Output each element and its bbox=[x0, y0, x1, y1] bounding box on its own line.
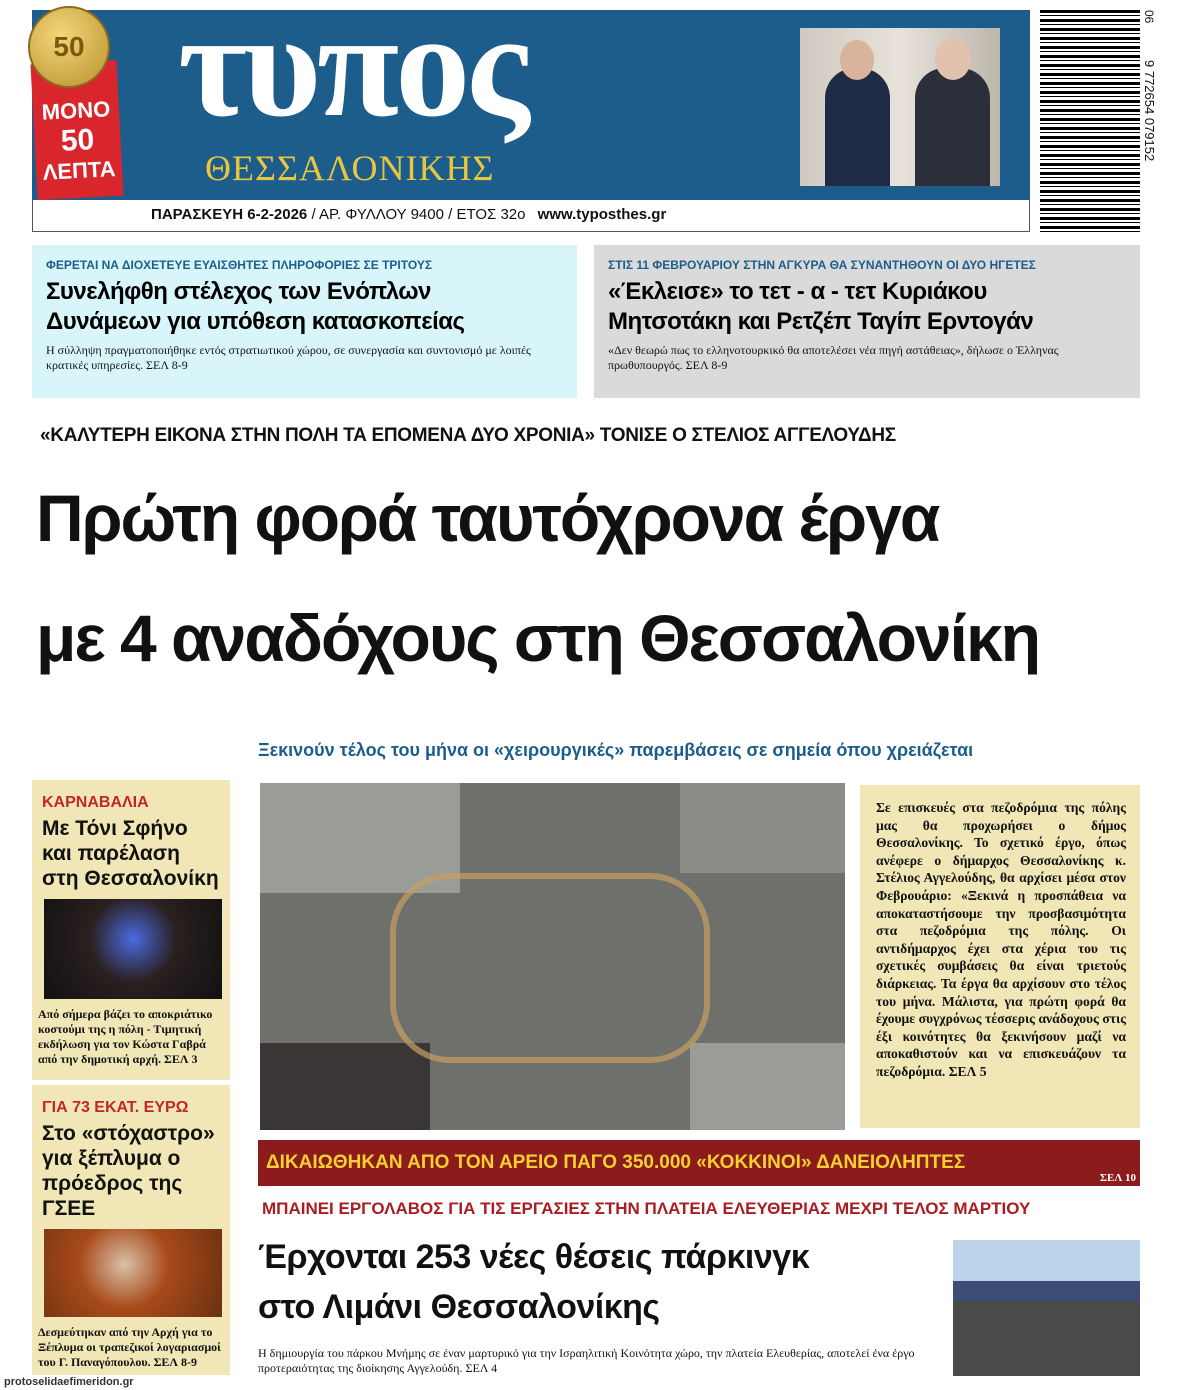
bottom-headline[interactable]: στο Λιμάνι Θεσσαλονίκης bbox=[258, 1288, 660, 1326]
story-text: «Δεν θεωρώ πως το ελληνοτουρκικό θα αποτελέσει νέα πηγή αστάθειας», δήλωσε ο Έλληνας πρωθυπουργός. ΣΕΛ 8-9 bbox=[608, 343, 1059, 372]
issue-date: ΠΑΡΑΣΚΕΥΗ 6-2-2026 bbox=[151, 206, 308, 223]
story-headline: Στο «στόχαστρο» για ξέπλυμα ο πρόεδρος της ΓΣΕΕ bbox=[42, 1122, 215, 1220]
logo-title: τυπος bbox=[178, 0, 526, 148]
bottom-kicker: ΜΠΑΙΝΕΙ ΕΡΓΟΛΑΒΟΣ ΓΙΑ ΤΙΣ ΕΡΓΑΣΙΕΣ ΣΤΗΝ ΠΛΑΤΕΙΑ ΕΛΕΥΘΕΡΙΑΣ ΜΕΧΡΙ ΤΕΛΟΣ ΜΑΡΤΙΟΥ bbox=[262, 1199, 1031, 1218]
banner-headline: ΔΙΚΑΙΩΘΗΚΑΝ ΑΠΟ ΤΟΝ ΑΡΕΙΟ ΠΑΓΟ 350.000 «ΚΟΚΚΙΝΟΙ» ΔΑΝΕΙΟΛΗΠΤΕΣ bbox=[266, 1152, 966, 1173]
main-subhead: Ξεκινούν τέλος του μήνα οι «χειρουργικές» παρεμβάσεις σε σημεία όπου χρειάζεται bbox=[258, 740, 974, 760]
main-headline[interactable]: με 4 αναδόχους στη Θεσσαλονίκη bbox=[36, 601, 1040, 675]
story-text: Δεσμεύτηκαν από την Αρχή για το Ξέπλυμα οι τραπεζικοί λογαριασμοί του Γ. Παναγόπουλου. ΣΕΛ 8-9 bbox=[38, 1325, 221, 1369]
issue-number: / ΑΡ. ΦΥΛΛΟΥ 9400 / ΕΤΟΣ 32ο bbox=[311, 206, 526, 223]
barcode-issue: 06 bbox=[1142, 10, 1156, 24]
watermark: protoselidaefimeridon.gr bbox=[0, 1376, 138, 1389]
bottom-headline[interactable]: Έρχονται 253 νέες θέσεις πάρκινγκ bbox=[258, 1238, 810, 1276]
story-headline: Δυνάμεων για υπόθεση κατασκοπείας bbox=[46, 308, 465, 335]
story-spy-arrest[interactable] bbox=[32, 245, 577, 398]
price-line: ΛΕΠΤΑ bbox=[42, 156, 117, 185]
banner-borrowers[interactable] bbox=[258, 1140, 1140, 1186]
barcode-number: 9 772654 079152 bbox=[1142, 60, 1157, 162]
leaders-handshake-photo bbox=[800, 28, 1000, 186]
story-kicker: ΓΙΑ 73 ΕΚΑΤ. ΕΥΡΩ bbox=[42, 1099, 189, 1116]
price-line: ΜΟΝΟ bbox=[41, 96, 111, 125]
story-text: Η σύλληψη πραγματοποιήθηκε εντός στρατιωτικού χώρου, σε συνεργασία και συντονισμό με λοιπές κρατικές υπηρεσίες. ΣΕΛ 8-9 bbox=[46, 343, 531, 372]
main-kicker: «ΚΑΛΥΤΕΡΗ ΕΙΚΟΝΑ ΣΤΗΝ ΠΟΛΗ ΤΑ ΕΠΟΜΕΝΑ ΔΥΟ ΧΡΟΝΙΑ» ΤΟΝΙΣΕ Ο ΣΤΕΛΙΟΣ ΑΓΓΕΛΟΥΔΗΣ bbox=[40, 425, 896, 446]
main-story-body: Σε επισκευές στα πεζοδρόμια της πόλης μας θα προχωρήσει ο δήμος Θεσσαλονίκης. Το σχετικό έργο, όπως ανέφερε ο δήμαρχος Θεσσαλονίκης κ. Στέλιος Αγγελούδης, θα αρχίσει μέσα στον Φεβρουάριο: «Ξεκινά η προσπάθεια να αποκαταστήσουμε την προσβασιμότητα στα πεζοδρόμια της πόλης. Οι αντιδήμαρχος έχει στα χέρια του τις σχετικές συμβάσεις θα είναι τριετούς διάρκειας. Τα έργα θα αρχίσουν στο τέλος του μήνα. Μάλιστα, για πρώτη φορά θα έχουμε συγχρόνως τέσσερις ανάδοχους στις έξι κοινότητες θα ξεκινήσουν μαζί να αποκαθιστούν και να επισκευάζουν τα πεζοδρόμια. ΣΕΛ 5 bbox=[860, 785, 1140, 1128]
story-gsee[interactable] bbox=[32, 1085, 230, 1375]
logo-subtitle: ΘΕΣΣΑΛΟΝΙΚΗΣ bbox=[205, 148, 495, 188]
story-kicker: ΦΕΡΕΤΑΙ ΝΑ ΔΙΟΧΕΤΕΥΕ ΕΥΑΙΣΘΗΤΕΣ ΠΛΗΡΟΦΟΡΙΕΣ ΣΕ ΤΡΙΤΟΥΣ bbox=[46, 258, 433, 272]
date-bar bbox=[32, 200, 1030, 232]
story-kicker: ΚΑΡΝΑΒΑΛΙΑ bbox=[42, 794, 149, 811]
bottom-text: Η δημιουργία του πάρκου Μνήμης σε έναν μαρτυρικό για την Ισραηλιτική Κοινότητα χώρο, την πλατεία Ελευθερίας, αποτελεί ένα έργο προτεραιότητας της διοίκησης Αγγελούδη. ΣΕΛ 4 bbox=[258, 1346, 915, 1375]
story-kicker: ΣΤΙΣ 11 ΦΕΒΡΟΥΑΡΙΟΥ ΣΤΗΝ ΑΓΚΥΡΑ ΘΑ ΣΥΝΑΝΤΗΘΟΥΝ ΟΙ ΔΥΟ ΗΓΕΤΕΣ bbox=[608, 258, 1036, 272]
story-headline: Μητσοτάκη και Ρετζέπ Ταγίπ Ερντογάν bbox=[608, 308, 1034, 335]
story-headline: «Έκλεισε» το τετ - α - τετ Κυριάκου bbox=[608, 278, 987, 305]
coin-icon: 50 bbox=[28, 6, 110, 88]
barcode bbox=[1040, 10, 1140, 235]
story-headline: Με Τόνι Σφήνο και παρέλαση στη Θεσσαλονίκη bbox=[42, 817, 219, 890]
story-headline: Συνελήφθη στέλεχος των Ενόπλων bbox=[46, 278, 431, 305]
story-carnival[interactable] bbox=[32, 780, 230, 1080]
banner-page: ΣΕΛ 10 bbox=[1099, 1172, 1136, 1184]
price-line: 50 bbox=[60, 123, 96, 158]
parking-lot-photo bbox=[953, 1240, 1140, 1376]
gsee-president-photo bbox=[44, 1229, 222, 1317]
website-link[interactable]: www.typosthes.gr bbox=[537, 206, 667, 223]
story-text: Από σήμερα βάζει το αποκριάτικο κοστούμι της η πόλη - Τιμητική εκδήλωση για τον Κώστα Γαβρά από την δημοτική αρχή. ΣΕΛ 3 bbox=[38, 1007, 213, 1066]
aerial-street-photo bbox=[260, 783, 845, 1130]
main-headline[interactable]: Πρώτη φορά ταυτόχρονα έργα bbox=[36, 481, 939, 555]
story-mitsotakis-erdogan[interactable] bbox=[594, 245, 1140, 398]
carnival-photo bbox=[44, 899, 222, 999]
